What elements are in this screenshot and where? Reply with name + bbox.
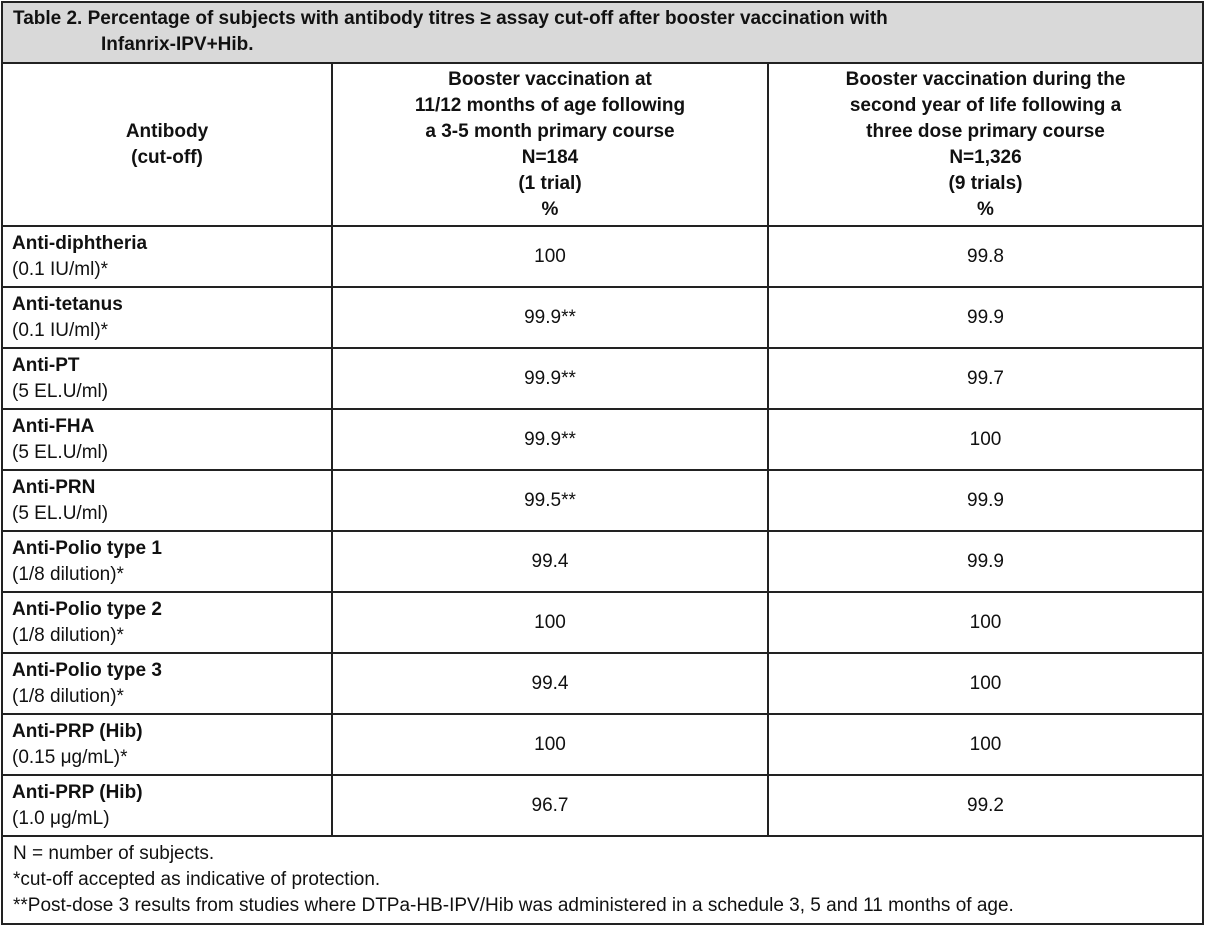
antibody-cutoff: (5 EL.U/ml) (12, 503, 109, 524)
antibody-cutoff: (1/8 dilution)* (12, 564, 124, 585)
table-title-line-2: Infanrix-IPV+Hib. (101, 34, 254, 55)
antibody-table (1, 1, 1204, 925)
antibody-name: Anti-PRP (Hib) (12, 721, 143, 742)
value-booster-second-year: 100 (768, 714, 1203, 775)
value-booster-11-12: 99.9** (332, 409, 768, 470)
header-col2-line: three dose primary course (866, 120, 1105, 142)
value-booster-second-year: 99.9 (768, 470, 1203, 531)
title-row (2, 2, 1203, 63)
table-row (2, 226, 1203, 287)
header-booster-11-12-months (332, 63, 768, 226)
antibody-name: Anti-Polio type 1 (12, 538, 162, 559)
header-col1-line: % (541, 198, 559, 220)
value-booster-second-year: 99.9 (768, 287, 1203, 348)
footnote: **Post-dose 3 results from studies where DTPa-HB-IPV/Hib was administered in a schedule 3, 5 and 11 months of age. (13, 895, 1014, 916)
antibody-cell (2, 226, 332, 287)
header-row (2, 63, 1203, 226)
antibody-cell (2, 592, 332, 653)
antibody-name: Anti-tetanus (12, 294, 123, 315)
antibody-cell (2, 531, 332, 592)
value-booster-second-year: 100 (768, 653, 1203, 714)
header-col2-line: Booster vaccination during the (845, 68, 1126, 90)
antibody-cutoff: (0.15 μg/mL)* (12, 747, 128, 768)
antibody-cutoff: (1/8 dilution)* (12, 625, 124, 646)
antibody-cutoff: (1/8 dilution)* (12, 686, 124, 707)
value-booster-11-12: 99.4 (332, 653, 768, 714)
header-col1-line: (1 trial) (518, 172, 582, 194)
header-col1-line: N=184 (521, 146, 579, 168)
table-container (1, 1, 1202, 925)
antibody-cell (2, 409, 332, 470)
table-row (2, 653, 1203, 714)
antibody-name: Anti-PT (12, 355, 80, 376)
table-row (2, 531, 1203, 592)
antibody-cell (2, 348, 332, 409)
value-booster-11-12: 100 (332, 714, 768, 775)
value-booster-11-12: 100 (332, 592, 768, 653)
header-col2-line: % (977, 198, 994, 220)
antibody-name: Anti-Polio type 2 (12, 599, 162, 620)
antibody-cell (2, 714, 332, 775)
antibody-name: Anti-PRP (Hib) (12, 782, 143, 803)
value-booster-second-year: 99.2 (768, 775, 1203, 836)
header-booster-second-year (768, 63, 1203, 226)
value-booster-second-year: 99.7 (768, 348, 1203, 409)
header-col1-line: a 3-5 month primary course (425, 120, 675, 142)
antibody-cell (2, 653, 332, 714)
footnote: N = number of subjects. (13, 843, 215, 864)
header-col2-line: second year of life following a (849, 94, 1122, 116)
antibody-name: Anti-PRN (12, 477, 96, 498)
antibody-name: Anti-diphtheria (12, 233, 148, 254)
value-booster-second-year: 100 (768, 592, 1203, 653)
value-booster-11-12: 100 (332, 226, 768, 287)
table-row (2, 409, 1203, 470)
table-row (2, 714, 1203, 775)
antibody-cell (2, 287, 332, 348)
header-col1-line: Booster vaccination at (448, 68, 652, 90)
antibody-cutoff: (1.0 μg/mL) (12, 808, 110, 829)
table-row (2, 470, 1203, 531)
antibody-cell (2, 775, 332, 836)
antibody-name: Anti-Polio type 3 (12, 660, 162, 681)
value-booster-11-12: 99.4 (332, 531, 768, 592)
table-title (2, 2, 1203, 63)
table-row (2, 775, 1203, 836)
value-booster-second-year: 100 (768, 409, 1203, 470)
value-booster-11-12: 99.9** (332, 348, 768, 409)
footnote: *cut-off accepted as indicative of protection. (13, 869, 381, 890)
antibody-cell (2, 470, 332, 531)
antibody-name: Anti-FHA (12, 416, 95, 437)
header-col2-line: (9 trials) (948, 172, 1023, 194)
value-booster-11-12: 99.9** (332, 287, 768, 348)
table-row (2, 592, 1203, 653)
header-antibody (2, 63, 332, 226)
value-booster-second-year: 99.8 (768, 226, 1203, 287)
antibody-cutoff: (5 EL.U/ml) (12, 442, 109, 463)
header-col2-line: N=1,326 (949, 146, 1022, 168)
header-col1-line: 11/12 months of age following (414, 94, 686, 116)
antibody-cutoff: (5 EL.U/ml) (12, 381, 109, 402)
value-booster-11-12: 99.5** (332, 470, 768, 531)
table-row (2, 348, 1203, 409)
footnote-row (2, 836, 1203, 924)
antibody-cutoff: (0.1 IU/ml)* (12, 320, 109, 341)
value-booster-second-year: 99.9 (768, 531, 1203, 592)
table-row (2, 287, 1203, 348)
table-title-line-1: Table 2. Percentage of subjects with antibody titres ≥ assay cut-off after booster vaccination with (13, 8, 888, 29)
header-antibody-line: (cut-off) (131, 146, 203, 168)
footnotes (2, 836, 1203, 924)
header-antibody-line: Antibody (125, 120, 209, 142)
value-booster-11-12: 96.7 (332, 775, 768, 836)
antibody-cutoff: (0.1 IU/ml)* (12, 259, 109, 280)
